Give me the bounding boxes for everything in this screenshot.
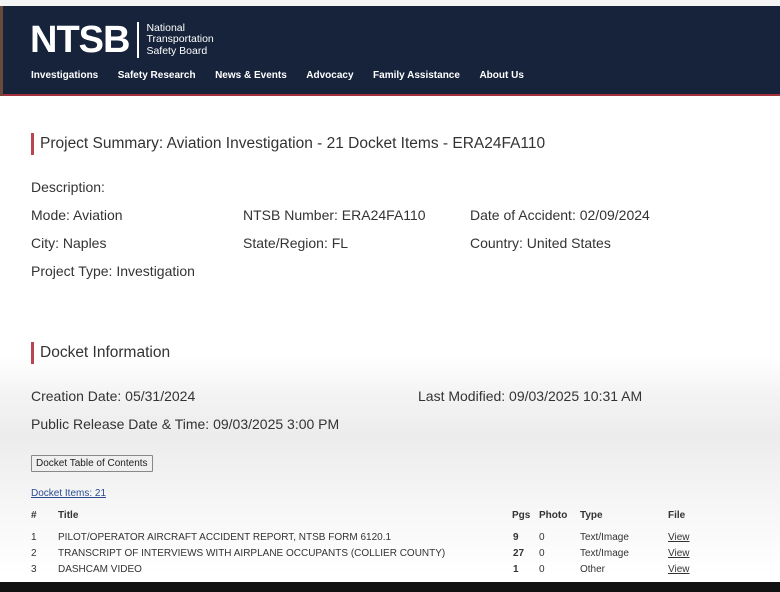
row-pgs: 27 bbox=[513, 548, 525, 559]
ntsb-logo[interactable] bbox=[30, 20, 214, 60]
description-label: Description: bbox=[31, 179, 105, 195]
row-type: Text/Image bbox=[580, 548, 629, 559]
col-header-pgs: Pgs bbox=[512, 510, 531, 521]
col-header-photo: Photo bbox=[539, 510, 568, 521]
row-title: DASHCAM VIDEO bbox=[58, 564, 142, 575]
col-header-num: # bbox=[31, 510, 37, 521]
docket-items-link[interactable]: Docket Items: 21 bbox=[31, 488, 107, 499]
col-header-file: File bbox=[668, 510, 686, 521]
creation-date-field: Creation Date: 05/31/2024 bbox=[31, 388, 196, 404]
row-type: Text/Image bbox=[580, 532, 629, 543]
row-view-link[interactable]: View bbox=[668, 564, 690, 575]
row-title: TRANSCRIPT OF INTERVIEWS WITH AIRPLANE OCCUPANTS (COLLIER COUNTY) bbox=[58, 548, 446, 559]
row-view-link[interactable]: View bbox=[668, 548, 690, 559]
nav-news-events[interactable]: News & Events bbox=[215, 70, 287, 81]
logo-org-line: Transportation bbox=[146, 33, 214, 46]
nav-advocacy[interactable]: Advocacy bbox=[306, 70, 354, 81]
public-release-field: Public Release Date & Time: 09/03/2025 3:00 PM bbox=[31, 416, 340, 432]
docket-toc-button[interactable]: Docket Table of Contents bbox=[31, 455, 153, 472]
row-title: PILOT/OPERATOR AIRCRAFT ACCIDENT REPORT, NTSB FORM 6120.1 bbox=[58, 532, 392, 543]
main-content bbox=[0, 96, 780, 586]
date-of-accident-field: Date of Accident: 02/09/2024 bbox=[470, 207, 650, 223]
state-field: State/Region: FL bbox=[243, 235, 349, 251]
row-num: 3 bbox=[31, 564, 37, 575]
logo-org-line: National bbox=[146, 21, 185, 34]
row-num: 1 bbox=[31, 532, 37, 543]
row-pgs: 9 bbox=[513, 532, 519, 543]
ntsb-number-field: NTSB Number: ERA24FA110 bbox=[243, 207, 426, 223]
project-summary-title: Project Summary: Aviation Investigation - 21 Docket Items - ERA24FA110 bbox=[31, 133, 545, 155]
row-pgs: 1 bbox=[513, 564, 519, 575]
country-field: Country: United States bbox=[470, 235, 611, 251]
row-photo: 0 bbox=[539, 548, 545, 559]
logo-org-line: Safety Board bbox=[146, 44, 208, 57]
mode-field: Mode: Aviation bbox=[31, 207, 123, 223]
col-header-title: Title bbox=[58, 510, 79, 521]
site-header bbox=[3, 6, 780, 96]
row-photo: 0 bbox=[539, 532, 545, 543]
window-bottom-bar bbox=[0, 582, 780, 592]
row-num: 2 bbox=[31, 548, 37, 559]
nav-about-us[interactable]: About Us bbox=[479, 70, 524, 81]
city-field: City: Naples bbox=[31, 235, 107, 251]
docket-information-title: Docket Information bbox=[31, 342, 170, 364]
logo-divider bbox=[137, 22, 139, 58]
logo-wordmark: NTSB bbox=[30, 19, 130, 61]
project-type-field: Project Type: Investigation bbox=[31, 263, 195, 279]
nav-safety-research[interactable]: Safety Research bbox=[117, 70, 196, 81]
nav-family-assistance[interactable]: Family Assistance bbox=[373, 70, 460, 81]
row-view-link[interactable]: View bbox=[668, 532, 690, 543]
main-nav bbox=[31, 70, 543, 81]
row-photo: 0 bbox=[539, 564, 545, 575]
row-type: Other bbox=[580, 564, 606, 575]
nav-investigations[interactable]: Investigations bbox=[31, 70, 99, 81]
last-modified-field: Last Modified: 09/03/2025 10:31 AM bbox=[418, 388, 643, 404]
col-header-type: Type bbox=[580, 510, 603, 521]
logo-org-name bbox=[146, 23, 213, 58]
